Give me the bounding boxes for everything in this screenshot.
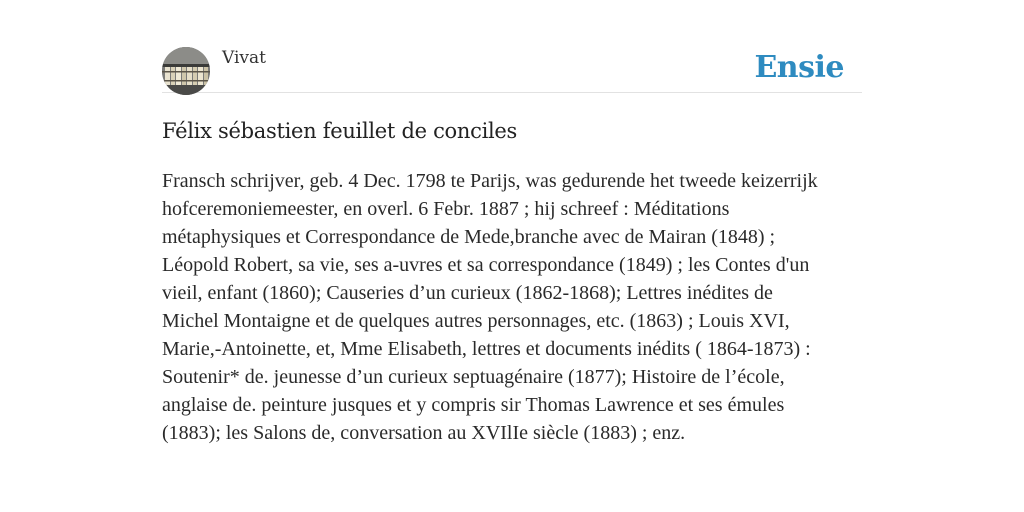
- body-line: Michel Montaigne et de quelques autres personnages, etc. (1863) ; Louis XVI,: [162, 310, 790, 332]
- body-line: Fransch schrijver, geb. 4 Dec. 1798 te Parijs, was gedurende het tweede keizerrijk: [162, 170, 818, 192]
- body-line: Soutenir* de. jeunesse d’un curieux septuagénaire (1877); Histoire de l’école,: [162, 366, 785, 388]
- body-line: anglaise de. peinture jusques et y compris sir Thomas Lawrence et ses émules: [162, 394, 785, 416]
- body-line: métaphysiques et Correspondance de Mede,branche avec de Mairan (1848) ;: [162, 226, 776, 248]
- book-spines-icon[interactable]: [162, 47, 210, 95]
- entry-header: [162, 44, 862, 93]
- brand-logo[interactable]: Ensie: [754, 50, 844, 85]
- body-line: (1883); les Salons de, conversation au XVIlIe siècle (1883) ; enz.: [162, 422, 686, 444]
- entry-title: Félix sébastien feuillet de conciles: [162, 119, 518, 143]
- body-line: vieil, enfant (1860); Causeries d’un curieux (1862-1868); Lettres inédites de: [162, 282, 773, 304]
- source-name[interactable]: Vivat: [222, 48, 266, 68]
- body-line: Léopold Robert, sa vie, ses a-uvres et sa correspondance (1849) ; les Contes d'un: [162, 254, 810, 276]
- body-line: hofceremoniemeester, en overl. 6 Febr. 1887 ; hij schreef : Méditations: [162, 198, 730, 220]
- body-line: Marie,-Antoinette, et, Mme Elisabeth, lettres et documents inédits ( 1864-1873) :: [162, 338, 811, 360]
- entry-card: [162, 44, 862, 447]
- entry-body: [162, 167, 862, 447]
